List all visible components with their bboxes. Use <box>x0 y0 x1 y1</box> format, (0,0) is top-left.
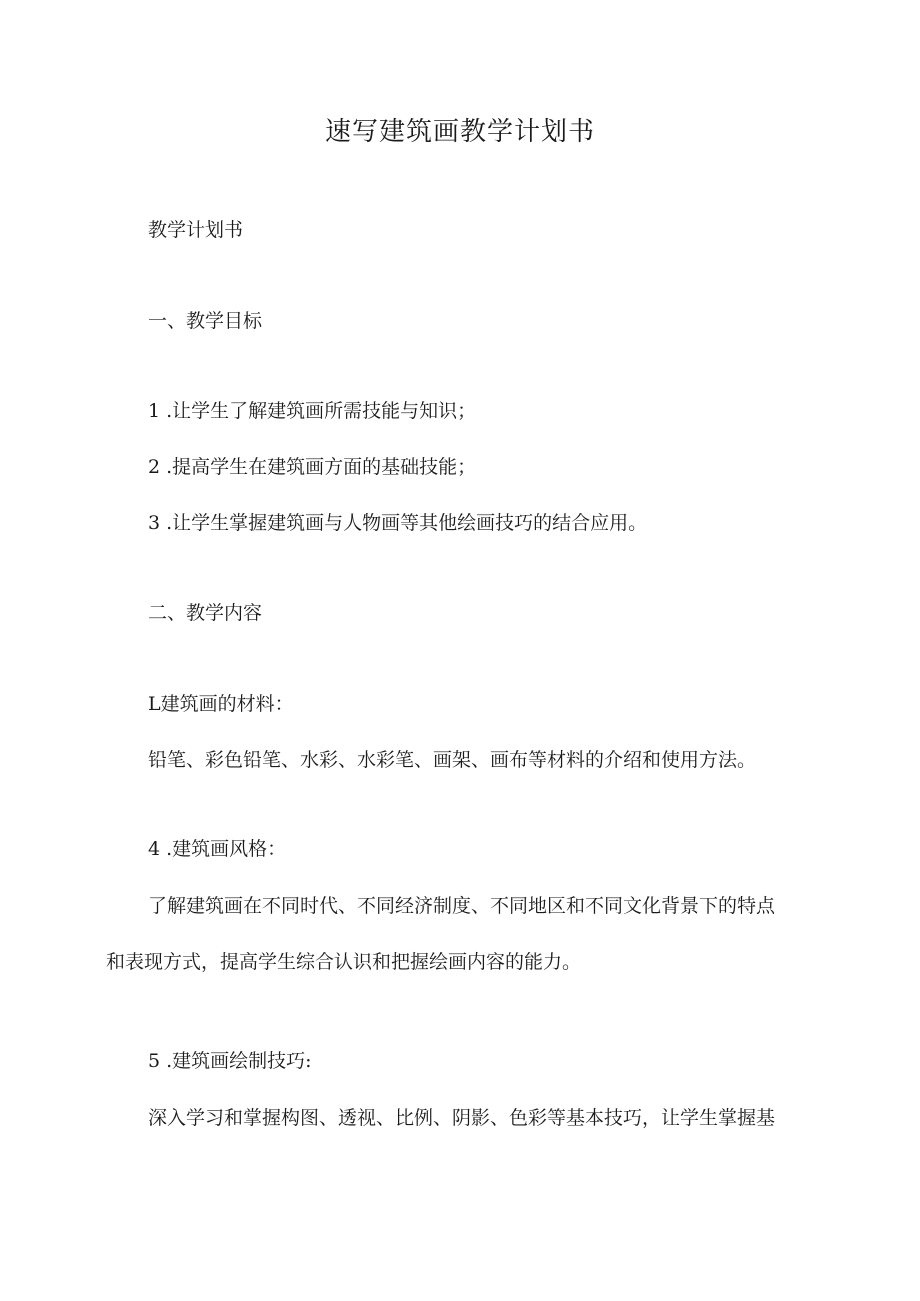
goal-item-1: 1 .让学生了解建筑画所需技能与知识； <box>148 400 477 422</box>
techniques-description: 深入学习和掌握构图、透视、比例、阴影、色彩等基本技巧，让学生掌握基 <box>148 1107 776 1129</box>
document-title: 速写建筑画教学计划书 <box>324 117 595 147</box>
heading-plan: 教学计划书 <box>148 219 244 241</box>
style-description-line2: 和表现方式，提高学生综合认识和把握绘画内容的能力。 <box>106 951 582 973</box>
section-heading-content: 二、教学内容 <box>148 602 263 624</box>
section-heading-goals: 一、教学目标 <box>148 310 263 332</box>
style-description-line1: 了解建筑画在不同时代、不同经济制度、不同地区和不同文化背景下的特点 <box>148 895 776 917</box>
content-item-materials: L建筑画的材料： <box>148 693 294 715</box>
content-item-style: 4 .建筑画风格： <box>148 838 287 860</box>
goal-item-3: 3 .让学生掌握建筑画与人物画等其他绘画技巧的结合应用。 <box>148 512 648 534</box>
content-item-techniques: 5 .建筑画绘制技巧: <box>148 1050 312 1072</box>
materials-description: 铅笔、彩色铅笔、水彩、水彩笔、画架、画布等材料的介绍和使用方法。 <box>148 749 757 771</box>
goal-item-2: 2 .提高学生在建筑画方面的基础技能； <box>148 456 477 478</box>
